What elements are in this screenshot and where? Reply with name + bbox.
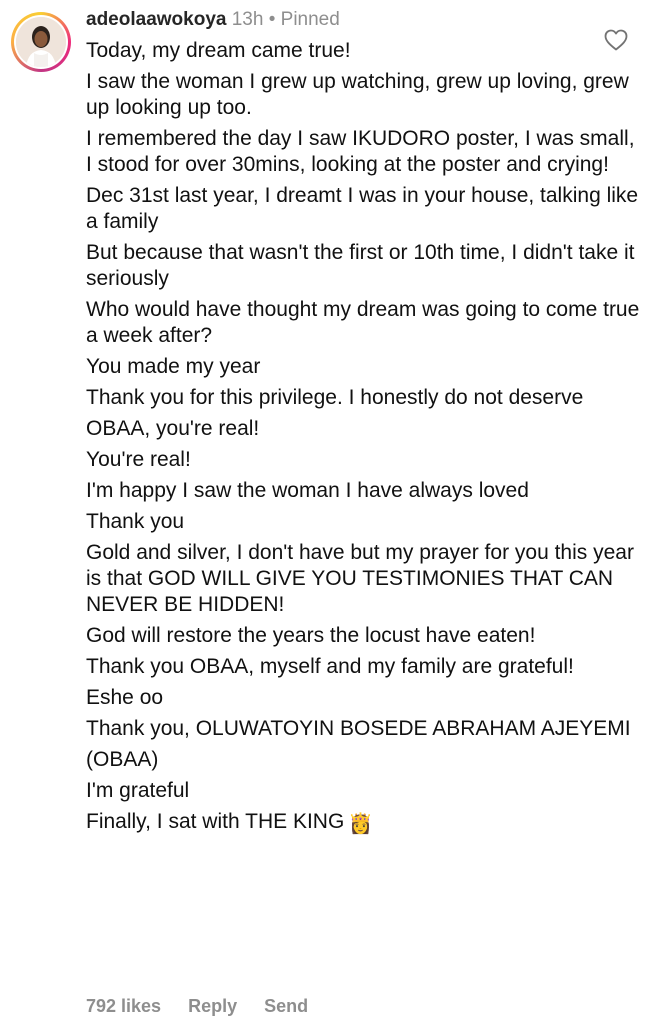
comment-line: I'm happy I saw the woman I have always loved: [86, 479, 529, 502]
comment-line: OBAA, you're real!: [86, 417, 260, 440]
reply-button[interactable]: Reply: [188, 996, 238, 1016]
comment-line: Who would have thought my dream was going to come true a week after?: [86, 298, 646, 347]
comment-line: Thank you: [86, 510, 185, 533]
comment-line: Today, my dream came true!: [86, 39, 351, 62]
pinned-label: Pinned: [280, 9, 340, 30]
comment-line: God will restore the years the locust have eaten!: [86, 624, 536, 647]
comment-line: Thank you for this privilege. I honestly do not deserve: [86, 386, 584, 409]
comment-line: I'm grateful: [86, 779, 190, 802]
comment-line: You made my year: [86, 355, 261, 378]
avatar-image: [16, 17, 66, 67]
comment-line-text: Finally, I sat with THE KING: [86, 810, 345, 833]
avatar[interactable]: [11, 12, 71, 72]
comment-line-final: [86, 809, 646, 837]
comment-line: Gold and silver, I don't have but my prayer for you this year is that GOD WILL GIVE YOU TESTIMONIES THAT CAN NEVER BE HIDDEN!: [86, 541, 640, 616]
comment-line: I saw the woman I grew up watching, grew up loving, grew up looking up too.: [86, 70, 635, 119]
separator: •: [268, 9, 276, 30]
username[interactable]: adeolaawokoya: [86, 9, 227, 30]
comment-body: [86, 38, 646, 842]
comment-line: Thank you OBAA, myself and my family are grateful!: [86, 655, 574, 678]
likes-count[interactable]: 792 likes: [86, 996, 162, 1016]
timestamp: 13h: [231, 9, 264, 30]
comment-header: [86, 9, 340, 31]
comment-actions: [86, 995, 330, 1017]
send-button[interactable]: Send: [264, 996, 309, 1016]
princess-emoji-icon: 👸: [348, 813, 374, 835]
comment-line: I remembered the day I saw IKUDORO poster, I was small, I stood for over 30mins, looking at the poster and crying!: [86, 127, 641, 176]
comment-line: Eshe oo: [86, 686, 164, 709]
comment-line: Dec 31st last year, I dreamt I was in your house, talking like a family: [86, 184, 644, 233]
comment-line: Thank you, OLUWATOYIN BOSEDE ABRAHAM AJEYEMI: [86, 717, 631, 740]
comment-line: But because that wasn't the first or 10th time, I didn't take it seriously: [86, 241, 641, 290]
comment-line: (OBAA): [86, 748, 159, 771]
comment-line: You're real!: [86, 448, 191, 471]
